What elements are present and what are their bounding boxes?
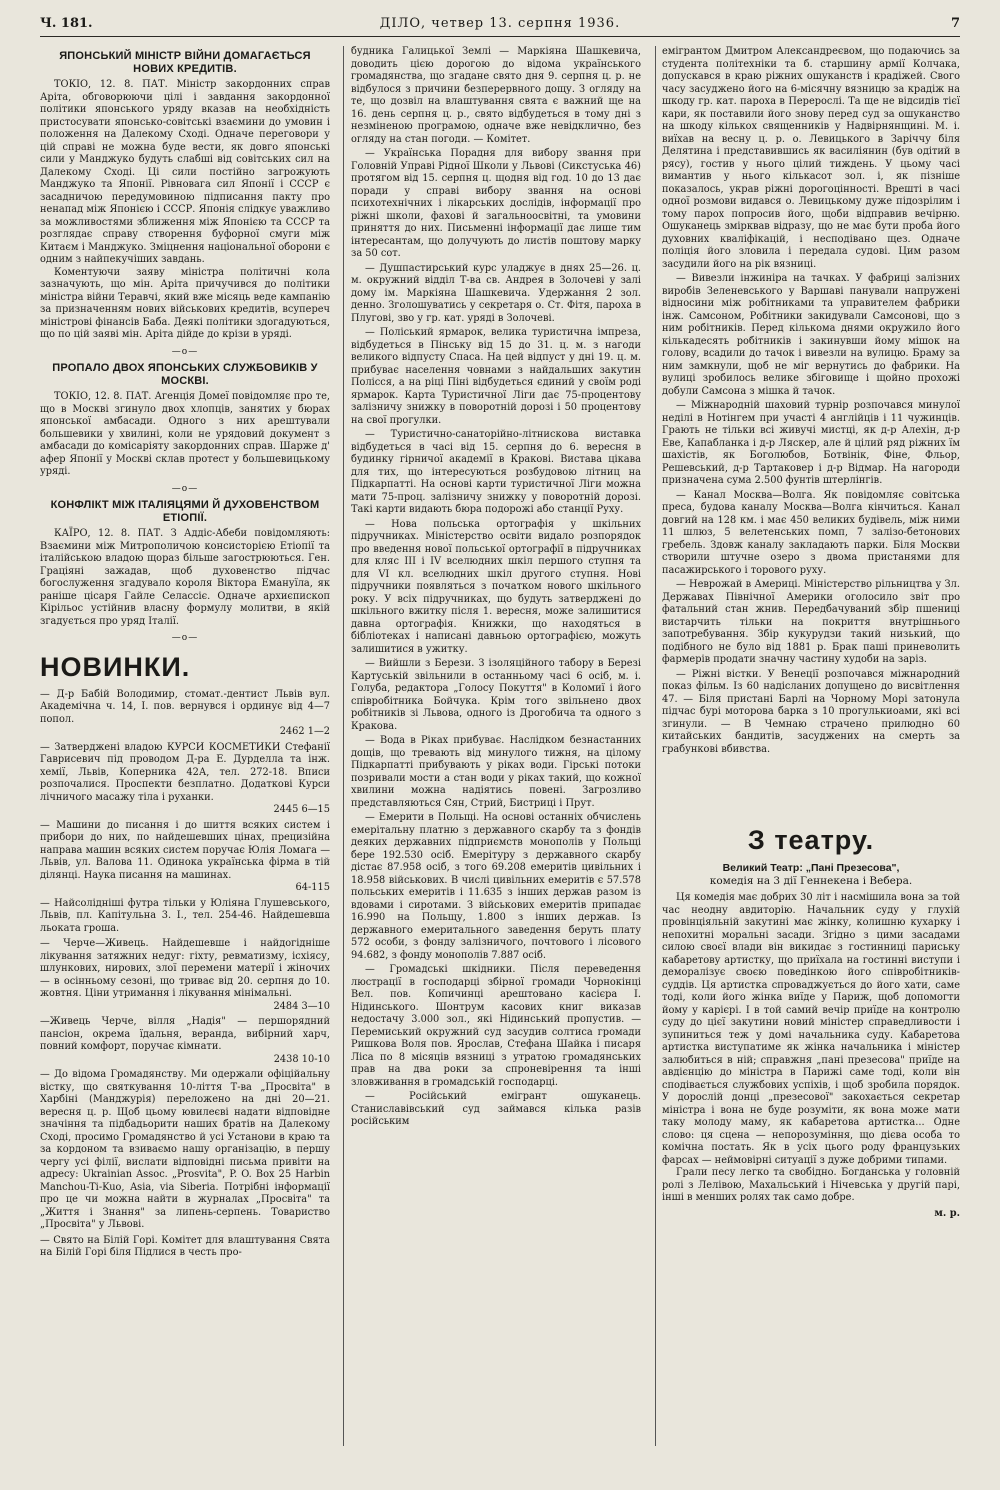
news-item: — Емерити в Польщі. На основі останніх обчислень емерітальну платню з державного скарбу та з фондів деяких державних підприємств монополів у Польщі бере 192.530 осіб. Емерітуру з державного скарбу дістає 87.958 осіб, з того 69.208 емеритів цивільних і 18.958 військових. В числі цивільних емеритів є 57.578 польських емеритів і 11.635 з інших держав разом із вдовами і сиротами. З військових емеритів припадає 16.990 на Польщу, 1.800 з інших держав. Із державного емеритального заведення беруть плату 572 особи, з фонду залізничого, почтового і лісового 94.682, з фонду монополів 7.887 осіб. [351, 812, 641, 961]
announcement [40, 820, 330, 895]
announcement-text: — Машини до писання і до шиття всяких систем і прибори до них, по найдешевших цінах, прецизійна направа машин всяких систем поручає Юлія Ломага — Львів, ул. Валова 11. Одинока українська фірма в тій ділянці. Наука писання на машинах. [40, 819, 330, 881]
news-item: — Українська Порадня для вибору звання при Головній Управі Рідної Школи у Львові (Сикстуська 46) протягом від 15. серпня ц. щодня від год. 10 до 13 дає поради у справі вибору звання на основі психотехнічних і лікарських дослідів, інформації про ріжні школи, фахові й загальноосвітні, та умовини приняття до них. Письменні інформації дає лише тим інтересантам, що долучують до листів поштову марку за 50 сот. [351, 148, 641, 259]
announcement [40, 1016, 330, 1066]
newspaper-title: ДІЛО, четвер 13. серпня 1936. [379, 16, 621, 31]
column-divider [343, 46, 344, 1446]
spacer [662, 758, 960, 818]
announcement-text: — Свято на Білій Горі. Комітет для влаштування Свята на Білій Горі біля Підлися в честь про- [40, 1234, 330, 1258]
column-2 [351, 46, 641, 1486]
masthead [40, 14, 960, 37]
news-item: — Неврожай в Америці. Міністерство рільництва у Зл. Державах Північної Америки оголосило звіт про фатальний стан жнив. Передбачуваний збір пшениці вистарчить тільки на покриття внутрішнього запотребування. Збір кукурудзи такий низький, що подібного не було від 1881 р. Брак паші приневолить фармерів продати значну частину худоби на заріз. [662, 579, 960, 665]
article-paragraph: Коментуючи заяву міністра політичні кола зазначують, що мін. Аріта причучився до політики міністра війни Теравчі, який вже місяць веде кампанію за призначенням нових військових кредитів, всупереч міністрові фінансів Баба. Деякі політики здогадуються, що по цій заяві мін. Аріта дійде до крізи в уряді. [40, 266, 330, 340]
announcement [40, 742, 330, 817]
announcement [40, 689, 330, 739]
announcement [40, 938, 330, 1013]
announcement-code: 2438 10-10 [273, 1053, 330, 1065]
author-signature: м. р. [934, 1207, 960, 1219]
news-item: будника Галицької Землі — Маркіяна Шашкевича, доводить цією дорогою до відома українського громадянства, що згадане свято дня 9. серпня ц. р. не відбулося з причини безперервного дощу. З огляду на те, що дозвіл на влаштування свята є важний ще на 16. день серпня ц. р., свято відбудеться в тому дні з незміненою програмою, одначе вже невідклично, без огляду на стан погоди. — Комітет. [351, 46, 641, 145]
news-item: — Туристично-санаторійно-літнискова виставка відбудеться в часі від 15. серпня до 6. вересня в будинку гірничої академії в Кракові. Вистава цікава для тих, що інтересуються розбудовою літниц на Підкарпатті. На основі карти туристичної Ліги можна мати 75-проц. залізничу знижку у поворотній дорозі. Такі карти видають бюра подорожі або станції Руху. [351, 429, 641, 515]
review-paragraph: Ця комедія має добрих 30 літ і насмішила вона за той час неодну авдиторію. Начальник суду у глухій провінціяльній закутині має жінку, колишню кухарку і непохитні моральні засади. Згідно з цими засадами силою своєї влади він викидає з гостинниці париську кабаретову артистку, що приїхала на гостинні виступи і деморалізує своєю поведінкою його співробітників-суддів. Ця артистка спроваджується до його хати, саме тоді, коли його жінка виїде у Париж, щоб допомогти йому у карієрі. І в той самий вечір приїде на контролю суду до цієї закутини новий міністер справедливости і зупиниться теж у домі начальника суду. Кабаретова артистка виступатиме як жінка начальника і міністер залюбиться в ній; справжня „пані презесова" приїде на авдієнцію до міністра в Парижі саме тоді, коли він сподівається службових успіхів, і щоб зробила порядок. У дорослій донці „презесової" закохається секретар міністра і вона не буде розуміти, як вона може мати таку молоду маму, як кабаретова артистка... Одне слово: ця сцена — непорозуміння, що дієва особа то комічна постать. Як в усіх цього роду французьких фарсах — неймовірні ситуації з дуже добрими типами. [662, 892, 960, 1166]
article-headline: КОНФЛІКТ МІЖ ІТАЛІЯЦЯМИ Й ДУХОВЕНСТВОМ ЕТІОПІЇ. [50, 499, 320, 524]
news-item: — Вийшли з Берези. З ізоляційного табору в Березі Картуській звільнили в останньому часі 6 осіб, м. і. Голуба, редактора „Голосу Покуття" в Коломиї і його співробітника Бойчука. Крім того звільнено двох робітників зі Львова, одного із Дрогобича та одного з Кракова. [351, 658, 641, 732]
announcement-code: 2462 1—2 [279, 726, 330, 737]
announcement-code: 2445 6—15 [273, 804, 330, 815]
separator: —о— [171, 483, 199, 494]
news-item: — Ріжні вістки. У Венеції розпочався міжнародний показ фільм. Із 60 надісланих допущено до висвітлення 47. — Біля пристані Барлі на Чорному Морі затонула підчас бурі моторова барка з 10 прогулькиоами, які всі згинули. — В Чемнаю страчено прилюдно 60 китайських бандитів, засуджених на смерть за грабункові вбивства. [662, 668, 960, 755]
page-number: 7 [950, 16, 960, 31]
column-divider [655, 46, 656, 1446]
announcement [40, 1069, 330, 1232]
issue-number: Ч. 181. [40, 16, 93, 31]
news-item: — Канал Москва—Волга. Як повідомляє совітська преса, будова каналу Москва—Волга кінчиться. Канал довгий на 128 км. і має 450 великих будівель, між ними 11 шлюз, 5 велетенських помп, 7 залізо-бетонових гребель. Здовж каналу закладають парки. Біля Москви створили штучне озеро з двома пристанями для пасажирського і торового руху. [662, 489, 960, 576]
article-paragraph: ТОКІО, 12. 8. ПАТ. Міністр закордонних справ Аріта, обговорюючи цілі і завдання закордонної політики японського уряду вказав на необхідність пристосувати японсько-совітські взаємини до умовин і положення на Далекому Сході. Одначе переговори у цій справі не можна буде вести, як довго японські сили у Манджуко будуть слабші від совітських сил на Далекому Сході. Ці сили постійно загрожують Манджуко та Японії. Рівновага сил Японії і СССР є засадничою передумовиною підписання пакту про ненапад між Японією і СССР. Японія слідкує уважливо за можливостями зближення між Японією та СССР та розглядає справу створення буфорної смуги між Китаєм і Манджуко. Зміцнення національної оборони є одним з найпекучіших завдань. [40, 79, 330, 265]
news-item: емігрантом Дмитром Александреєвом, що подаючись за студента політехніки та б. старшину армії Колчака, допускався в краю ріжних ошуканств і крадіжей. Свого часу засуджено його на 6-місячну вязницю за крадіж на шкоду гр. кат. пароха в Перерослі. Та ще не відсидів тієї кари, як поставили його знову перед суд за ошуканство на шкоду кількох священників у Надвірнянщині. М. і. виїхав на весну ц. р. о. Левицького в Заріччу біля Делятина і представившись як василіянин (був одітий в рясу), гостив у нього цілий тиждень. У цьому часі вимантив у нього кількасот зол. і, як пізніше показалось, украв ріжні дорогоцінності. Врешті в часі одної розмови видався о. Левицькому дуже підозрілим і тому парох попросив його, щоби відправив вечірню. Ошуканець змірквав відразу, що не має бути проба його духовних кваліфікацій, і несподівано щез. Одначе поліція його зловила і передала судові. Цим разом засудили його на рік вязниці. [662, 46, 960, 270]
announcement-code: 2484 3—10 [273, 1000, 330, 1012]
article-headline: ПРОПАЛО ДВОХ ЯПОНСЬКИХ СЛУЖБОВИКІВ У МОСКВІ. [52, 362, 318, 387]
review-subheading [662, 862, 960, 888]
column-1 [40, 46, 330, 1486]
review-play: комедія на 3 дії Геннекена і Вебера. [709, 875, 913, 887]
announcement [40, 898, 330, 936]
announcement-text: — До відома Громадянству. Ми одержали офіційальну вістку, що святкування 10-ліття Т-ва „Просвіта" в Харбіні (Манджурія) переложено на дні 20—21. вересня ц. р. Щоб цьому ювилеєві надати відповідне значіння та підбадьорити наших братів на Далекому Сході, просимо Громадянство й усі Установи в краю та за кордоном та взиваємо нашу організацію, в першу чергу усі філії, вислати відповідні письма привіти на адресу: Ukrainian Assoc. „Prosvita", P. O. Box 25 Harbin Manchou-Ti-Kuo, Asia, via Siberia. Потрібні інформації про це чи можна найти в журналах „Просвіта" та „Життя і Знання" за липень-серпень. Товариство „Просвіта" у Львові. [40, 1069, 330, 1230]
news-item: — Душпастирський курс уладжує в днях 25—26. ц. м. окружний відділ Т-ва св. Андрея в Золочеві у залі дому ім. Маркіяна Шашкевича. Удержання 2 зол. денно. Зголошуватись у секретаря о. Ст. Фітя, пароха в Плугові, зво у гр. кат. уряді в Золочеві. [351, 262, 641, 324]
announcement-text: —Живець Черче, вілля „Надія" — першорядний пансіон, окрема їдальня, веранда, вибірний харч, повний комфорт, поручає кімнати. [40, 1016, 330, 1052]
review-theatre: Великий Театр: „Пані Презесова", [722, 862, 900, 874]
announcement [40, 1235, 330, 1260]
news-item: — Громадські шкідники. Після переведення люстрації в господарці збірної громади Чорнокінці Вел. пов. Копичинці арештовано касієра І. Нідинського. Шонтрум касових книг виказав недостачу 3.000 зол., які Нідинський пропустив. — Перемиський окружний суд засудив солтиса громади Ришкова Воля пов. Ярослав, Стефана Шайка і писаря Ліса по 8 місяців вязниці з утратою громадянських прав на два роки за спроневірення та інші зловживання в громадській господарці. [351, 964, 641, 1088]
article-paragraph: ТОКІО, 12. 8. ПАТ. Агенція Домеї повідомляє про те, що в Москві згинуло двох хлопців, занятих у бюрах японської амбасади. Одного з них арештували большевики у хвилині, коли не урядовий документ з амбасади до комісаріяту закордонних справ. Шарже д' афер Японії у Москві склав протест у большевицькому уряді. [40, 391, 330, 477]
announcement-text: — Черче—Живець. Найдешевше і найдогідніше лікування затяжних недуг: гіхту, ревматизму, ісхіясу, шлункових, нирових, злої перемени матерії і жіночих — в осінньому сезоні, що триває від 20. серпня до 10. жовтня. Ціни утримання і лікування мінімальні. [40, 938, 330, 999]
news-item: — Міжнародній шаховий турнір розпочався минулої неділі в Нотінгем при участі 4 англійців і 11 чужинців. Грають не тільки всі живучі мистці, як д-р Алехін, д-р Еве, Капабланка і д-р Ляскер, але й цілий ряд ріжних їм шахістів, як Боголюбов, Ботвінік, Фіне, Фльор, Решевський, д-р Тартаковер і д-р Відмар. На нагороди призначена сума 2.500 фунтів штерлінгів. [662, 400, 960, 486]
section-heading: НОВИНКИ. [40, 651, 191, 682]
article-headline: ЯПОНСЬКИЙ МІНІСТР ВІЙНИ ДОМАГАЄТЬСЯ НОВИХ КРЕДИТІВ. [59, 50, 311, 75]
announcement-text: — Найсолідніші футра тільки у Юліяна Глушевського, Львів, пл. Капітульна 3. І., тел. 254-46. Найдешевша льоката гроша. [40, 897, 330, 934]
section-heading: З театру. [747, 825, 875, 855]
separator: —о— [171, 633, 199, 643]
news-item: — Російський емігрант ошуканець. Станиславівський суд займався кілька разів російським [351, 1091, 641, 1127]
article-paragraph: КАЇРО, 12. 8. ПАТ. З Аддіс-Абеби повідомляють: Взаємини між Митрополичою консисторією Етіопії та італійською владою щораз більше загострюються. Ген. Граціяні зажадав, щоб духовенство підчас богослуження згадувало короля Віктора Емануїла, як раніше цісаря Гайле Селассіє. Одначе архиєпископ Кірільос устійнив власну формулу молитви, в якій згадується про уряд Італії. [40, 528, 330, 627]
news-item: — Вивезли інжиніра на тачках. У фабриці залізних виробів Зеленевського у Варшаві панували напружені відносини між робітниками та управителем фабрики інж. Самсоном, Робітники закидували Самсонові, що з ним робітників. Перед кількома днями окружило його кількадесять робітників і закинувши йому мішок на голову, всадили до тачок і вивезли на вулицю. Браму за ним замкнули, щоб не міг вернутись до фабрики. На вулиці зробилось велике збіговище і щойно прохожі добули Самсона з мішка й тачок. [662, 273, 960, 397]
review-paragraph: Грали песу легко та свобідно. Богданська у головній ролі з Лелівою, Махальський і Нічевська у другій парі, інші в менших ролях так само добре. [662, 1167, 960, 1203]
announcement-text: — Д-р Бабій Володимир, стомат.-дентист Львів вул. Академічна ч. 14, І. пов. вернувся і ординує від 4—7 попол. [40, 688, 330, 725]
news-item: — Поліський ярмарок, велика туристична імпреза, відбудеться в Пінську від 15 до 31. ц. м. з нагоди великого відпусту Спаса. На цей відпуст у дні 19. ц. м. прибуває населення човнами з найдальших закутин Полісся, а на ріці Піні відбудеться єдиний у своїм роді ярмарок. Карта Туристичної Ліги дає 75-процентову залізничу знижку в поворотній дорозі і 50 процентову на свої прогулки. [351, 327, 641, 426]
announcement-code: 64-115 [295, 882, 330, 893]
news-item: — Нова польська ортографія у шкільних підручниках. Міністерство освіти видало розпорядок про введення нової польської ортографії в підручниках для кляс ІІІ і IV вселюдних шкіл першого ступня та для VI кл. вселюдних шкіл другого ступня. Нові підручники появляться з початком нового шкільного року. У всіх підручниках, що будуть затверджені до шкільного вжитку після 1. вересня, може залишитися давна ортографія. Книжки, що находяться в бібліотеках і написані давньою ортографією, можуть залишитися в ужитку. [351, 518, 641, 655]
announcement-text: — Затверджені владою КУРСИ КОСМЕТИКИ Стефанії Гаврисевич під проводом Д-ра Е. Дурделла та інж. хемії, Львів, Коперника 42А, тел. 272-18. Вписи розпочалися. Проспекти безплатно. Додаткові Курси лічничого масажу тіла і руханки. [40, 741, 330, 803]
news-item: — Вода в Ріках прибуває. Наслідком безнастанних дощів, що тревають від минулого тижня, на цілому Підкарпатті прибувають у ріках води. Гірські потоки позривали мости а стан води у ріках такий, що кожної хвилини можна надіятись повені. Загрозливо представляються Сян, Стрий, Бистриці і Прут. [351, 735, 641, 809]
separator: —о— [171, 346, 199, 357]
column-3 [662, 46, 960, 1486]
